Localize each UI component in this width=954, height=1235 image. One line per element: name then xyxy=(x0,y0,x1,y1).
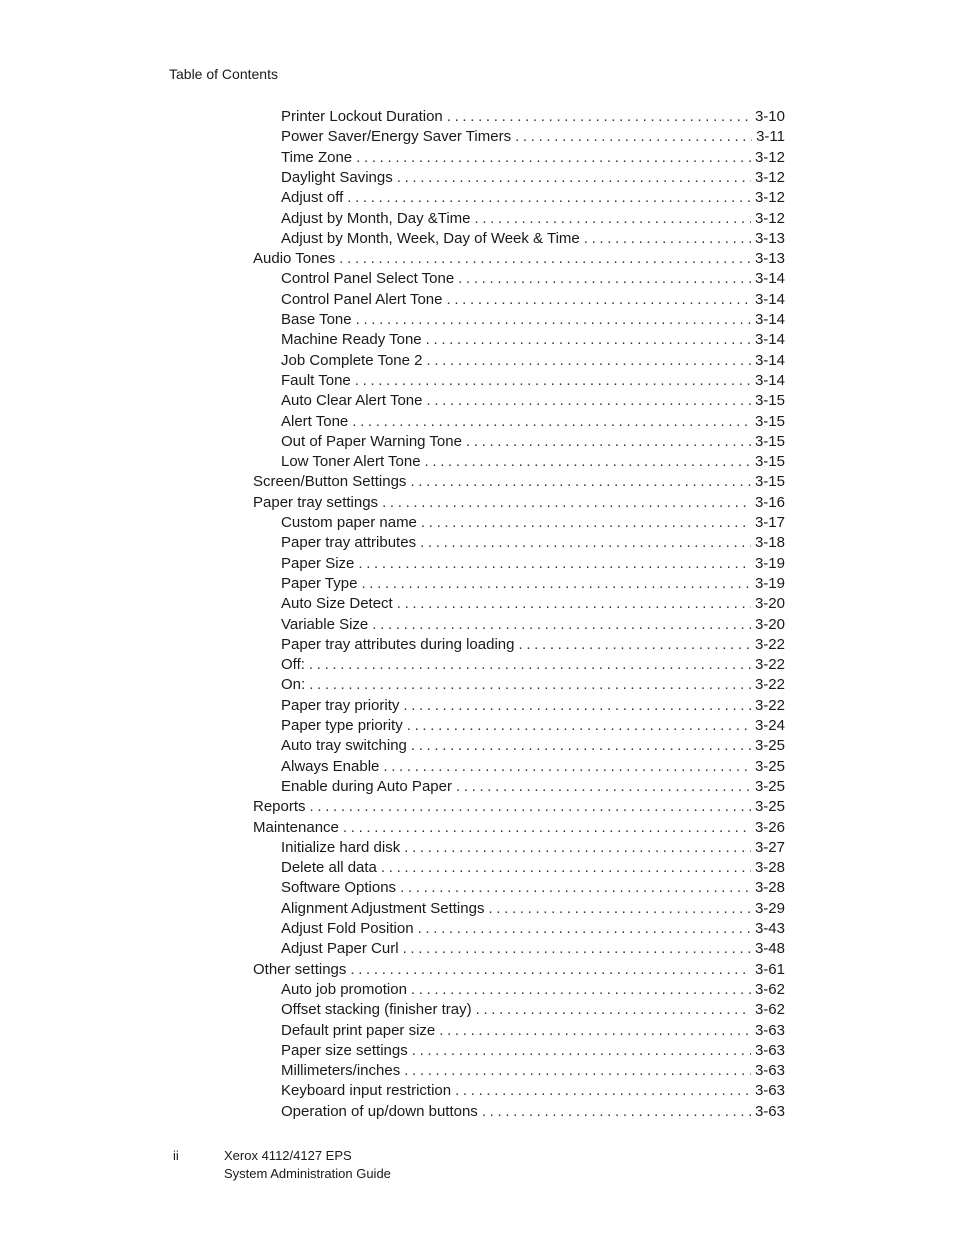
toc-entry[interactable] xyxy=(281,229,785,249)
toc-dot-leader xyxy=(421,513,751,533)
toc-entry-page: 3-19 xyxy=(754,574,785,592)
footer-page-number: ii xyxy=(173,1148,179,1163)
toc-entry-label: Offset stacking (finisher tray) xyxy=(281,1001,472,1019)
toc-dot-leader xyxy=(458,269,751,289)
toc-dot-leader xyxy=(447,290,751,310)
toc-entry[interactable] xyxy=(281,757,785,777)
toc-entry[interactable] xyxy=(281,878,785,898)
toc-entry-label: Low Toner Alert Tone xyxy=(281,453,421,471)
toc-entry[interactable] xyxy=(281,290,785,310)
toc-entry-page: 3-15 xyxy=(754,392,785,410)
toc-dot-leader xyxy=(410,472,751,492)
toc-entry[interactable] xyxy=(281,1061,785,1081)
toc-dot-leader xyxy=(407,716,751,736)
toc-entry-label: Operation of up/down buttons xyxy=(281,1102,478,1120)
toc-dot-leader xyxy=(411,736,751,756)
toc-dot-leader xyxy=(447,107,751,127)
toc-entry-page: 3-28 xyxy=(754,859,785,877)
toc-entry[interactable] xyxy=(281,452,785,472)
toc-entry-page: 3-27 xyxy=(754,838,785,856)
toc-entry[interactable] xyxy=(281,269,785,289)
page-header xyxy=(169,65,278,83)
toc-entry-page: 3-14 xyxy=(754,311,785,328)
toc-dot-leader xyxy=(403,939,751,959)
toc-dot-leader xyxy=(361,574,751,594)
toc-entry-page: 3-63 xyxy=(754,1041,785,1059)
toc-entry-label: Maintenance xyxy=(253,818,339,836)
toc-entry-label: Adjust by Month, Week, Day of Week & Time xyxy=(281,229,580,247)
toc-dot-leader xyxy=(482,1102,751,1122)
toc-entry-page: 3-14 xyxy=(754,351,785,369)
toc-entry-label: Adjust Paper Curl xyxy=(281,940,399,958)
toc-dot-leader xyxy=(350,960,751,980)
toc-entry-label: Custom paper name xyxy=(281,514,417,531)
toc-entry-label: Keyboard input restriction xyxy=(281,1082,452,1100)
toc-entry-page: 3-15 xyxy=(754,453,785,471)
toc-dot-leader xyxy=(343,818,751,838)
toc-entry-label: Paper tray attributes during loading xyxy=(281,635,515,653)
footer-guide-title: System Administration Guide xyxy=(224,1166,391,1181)
toc-entry[interactable] xyxy=(281,736,785,756)
toc-entry-page: 3-63 xyxy=(754,1102,785,1120)
toc-entry-page: 3-18 xyxy=(754,534,785,552)
toc-entry-label: Machine Ready Tone xyxy=(281,331,422,349)
toc-entry-page: 3-13 xyxy=(754,250,785,268)
toc-dot-leader xyxy=(584,229,751,249)
toc-entry-label: Screen/Button Settings xyxy=(253,473,407,491)
toc-dot-leader xyxy=(309,655,751,675)
toc-dot-leader xyxy=(456,777,751,797)
toc-entry-page: 3-22 xyxy=(754,635,785,653)
toc-entry[interactable] xyxy=(253,960,785,980)
toc-entry-label: Variable Size xyxy=(281,615,369,633)
toc-entry-page: 3-22 xyxy=(754,696,785,714)
toc-entry[interactable] xyxy=(281,371,785,391)
toc-entry-page: 3-26 xyxy=(754,818,785,836)
toc-entry-label: Paper size settings xyxy=(281,1041,408,1059)
toc-entry-label: Always Enable xyxy=(281,757,380,775)
toc-entry[interactable] xyxy=(281,168,785,188)
toc-dot-leader xyxy=(426,391,750,411)
toc-entry[interactable] xyxy=(281,148,785,168)
toc-dot-leader xyxy=(404,838,751,858)
toc-entry[interactable] xyxy=(281,980,785,1000)
toc-entry-page: 3-19 xyxy=(754,554,785,572)
toc-entry-label: Paper tray settings xyxy=(253,493,379,511)
toc-dot-leader xyxy=(426,330,751,350)
toc-dot-leader xyxy=(381,858,751,878)
toc-entry[interactable] xyxy=(281,554,785,574)
toc-entry[interactable] xyxy=(281,777,785,797)
toc-entry[interactable] xyxy=(281,696,785,716)
toc-entry[interactable] xyxy=(281,513,785,533)
toc-entry[interactable] xyxy=(281,675,785,695)
toc-entry-label: Base Tone xyxy=(281,311,352,328)
toc-entry-page: 3-63 xyxy=(754,1062,785,1080)
toc-entry-page: 3-14 xyxy=(754,371,785,389)
toc-dot-leader xyxy=(475,209,751,229)
toc-entry[interactable] xyxy=(281,1102,785,1122)
toc-entry-page: 3-61 xyxy=(754,960,785,978)
toc-entry-label: Power Saver/Energy Saver Timers xyxy=(281,128,512,146)
toc-entry-label: Daylight Savings xyxy=(281,168,393,186)
toc-entry[interactable] xyxy=(281,209,785,229)
toc-entry-page: 3-14 xyxy=(754,331,785,349)
toc-dot-leader xyxy=(515,127,752,147)
toc-dot-leader xyxy=(404,1061,751,1081)
toc-entry-label: Job Complete Tone 2 xyxy=(281,351,423,369)
toc-dot-leader xyxy=(488,899,751,919)
toc-entry[interactable] xyxy=(281,574,785,594)
toc-entry[interactable] xyxy=(253,818,785,838)
toc-entry-page: 3-12 xyxy=(754,168,785,186)
toc-entry-page: 3-25 xyxy=(754,798,785,816)
toc-entry-page: 3-16 xyxy=(754,493,785,511)
toc-entry-label: Alert Tone xyxy=(281,412,349,430)
toc-entry-label: Adjust off xyxy=(281,189,344,207)
toc-dot-leader xyxy=(466,432,751,452)
toc-entry-label: Delete all data xyxy=(281,859,377,877)
toc-entry-page: 3-25 xyxy=(754,757,785,775)
toc-entry-label: Audio Tones xyxy=(253,250,336,268)
toc-entry-label: Paper tray attributes xyxy=(281,534,417,552)
toc-entry-label: Software Options xyxy=(281,879,397,897)
toc-entry[interactable] xyxy=(281,1041,785,1061)
toc-dot-leader xyxy=(518,635,750,655)
toc-entry-page: 3-29 xyxy=(754,899,785,917)
toc-entry-label: Auto Clear Alert Tone xyxy=(281,392,423,410)
toc-dot-leader xyxy=(411,980,751,1000)
toc-entry-page: 3-15 xyxy=(754,412,785,430)
toc-dot-leader xyxy=(420,533,751,553)
toc-entry[interactable] xyxy=(281,858,785,878)
toc-entry-label: Paper Size xyxy=(281,554,355,572)
toc-entry-label: Auto Size Detect xyxy=(281,595,393,613)
toc-entry-page: 3-22 xyxy=(754,656,785,674)
toc-dot-leader xyxy=(382,493,751,513)
toc-entry[interactable] xyxy=(281,533,785,553)
toc-entry-label: Paper tray priority xyxy=(281,696,400,714)
toc-entry-label: Other settings xyxy=(253,960,347,978)
toc-entry-page: 3-15 xyxy=(754,432,785,450)
toc-entry[interactable] xyxy=(281,635,785,655)
toc-dot-leader xyxy=(476,1000,751,1020)
toc-dot-leader xyxy=(356,310,751,330)
toc-entry-label: Alignment Adjustment Settings xyxy=(281,899,485,917)
toc-dot-leader xyxy=(455,1081,751,1101)
toc-entry[interactable] xyxy=(281,899,785,919)
toc-entry[interactable] xyxy=(281,594,785,614)
toc-dot-leader xyxy=(383,757,751,777)
toc-entry[interactable] xyxy=(281,1081,785,1101)
toc-entry[interactable] xyxy=(281,838,785,858)
toc-entry-page: 3-25 xyxy=(754,737,785,755)
toc-entry[interactable] xyxy=(281,655,785,675)
toc-entry[interactable] xyxy=(253,472,785,492)
toc-dot-leader xyxy=(309,675,751,695)
footer-product-name: Xerox 4112/4127 EPS xyxy=(224,1148,352,1163)
toc-dot-leader xyxy=(347,188,751,208)
toc-entry-label: Off: xyxy=(281,656,305,674)
footer-document-info xyxy=(224,1147,391,1183)
toc-entry[interactable] xyxy=(281,351,785,371)
toc-entry-label: Printer Lockout Duration xyxy=(281,108,443,125)
toc-dot-leader xyxy=(356,148,751,168)
toc-entry-page: 3-12 xyxy=(754,148,785,166)
toc-entry[interactable] xyxy=(281,1000,785,1020)
toc-entry-page: 3-48 xyxy=(754,940,785,958)
toc-dot-leader xyxy=(352,412,751,432)
toc-dot-leader xyxy=(397,168,751,188)
toc-entry-page: 3-20 xyxy=(754,615,785,633)
toc-entry-label: Paper type priority xyxy=(281,717,403,734)
toc-dot-leader xyxy=(439,1021,751,1041)
toc-entry-page: 3-14 xyxy=(754,270,785,288)
toc-entry[interactable] xyxy=(281,432,785,452)
toc-entry-page: 3-22 xyxy=(754,676,785,694)
toc-entry[interactable] xyxy=(281,615,785,635)
toc-entry-page: 3-17 xyxy=(754,514,785,531)
toc-entry-page: 3-25 xyxy=(754,777,785,795)
toc-dot-leader xyxy=(355,371,751,391)
toc-entry-page: 3-13 xyxy=(754,229,785,247)
toc-entry-page: 3-28 xyxy=(754,879,785,897)
toc-entry-page: 3-62 xyxy=(754,980,785,998)
toc-entry-page: 3-24 xyxy=(754,717,785,734)
toc-entry-label: Fault Tone xyxy=(281,371,351,389)
toc-entry[interactable] xyxy=(281,107,785,127)
toc-dot-leader xyxy=(418,919,751,939)
toc-entry[interactable] xyxy=(253,249,785,269)
toc-entry-label: Paper Type xyxy=(281,574,358,592)
toc-dot-leader xyxy=(310,797,751,817)
toc-entry-label: Millimeters/inches xyxy=(281,1062,401,1080)
toc-entry-label: Auto tray switching xyxy=(281,737,407,755)
toc-entry[interactable] xyxy=(281,330,785,350)
toc-entry-page: 3-62 xyxy=(754,1001,785,1019)
toc-entry[interactable] xyxy=(281,412,785,432)
toc-dot-leader xyxy=(339,249,751,269)
toc-entry-page: 3-10 xyxy=(754,108,785,125)
toc-entry[interactable] xyxy=(281,1021,785,1041)
section-title: Table of Contents xyxy=(169,66,278,82)
toc-dot-leader xyxy=(403,696,751,716)
toc-dot-leader xyxy=(412,1041,751,1061)
toc-entry[interactable] xyxy=(281,716,785,736)
toc-entry[interactable] xyxy=(281,939,785,959)
toc-entry-label: Control Panel Select Tone xyxy=(281,270,455,288)
toc-entry-page: 3-11 xyxy=(756,128,785,146)
toc-entry[interactable] xyxy=(281,127,785,147)
toc-entry-page: 3-20 xyxy=(754,595,785,613)
toc-entry-label: Initialize hard disk xyxy=(281,838,401,856)
toc-entry-page: 3-12 xyxy=(754,209,785,227)
toc-entry-label: Out of Paper Warning Tone xyxy=(281,432,462,450)
toc-entry[interactable] xyxy=(281,310,785,330)
toc-dot-leader xyxy=(397,594,751,614)
toc-entry[interactable] xyxy=(281,391,785,411)
toc-dot-leader xyxy=(425,452,751,472)
toc-entry-page: 3-12 xyxy=(754,189,785,207)
toc-entry-page: 3-15 xyxy=(754,473,785,491)
toc-entry[interactable] xyxy=(253,797,785,817)
toc-entry-label: On: xyxy=(281,676,306,694)
toc-entry-page: 3-14 xyxy=(754,290,785,308)
toc-entry-label: Adjust by Month, Day &Time xyxy=(281,209,471,227)
toc-entry[interactable] xyxy=(281,188,785,208)
toc-dot-leader xyxy=(400,878,751,898)
toc-entry[interactable] xyxy=(281,919,785,939)
toc-entry-label: Default print paper size xyxy=(281,1021,436,1039)
toc-entry-page: 3-43 xyxy=(754,920,785,937)
toc-entry-label: Reports xyxy=(253,798,306,816)
toc-entry-label: Time Zone xyxy=(281,148,353,166)
toc-entry-page: 3-63 xyxy=(754,1082,785,1100)
toc-entry-label: Adjust Fold Position xyxy=(281,920,414,937)
toc-entry-page: 3-63 xyxy=(754,1021,785,1039)
toc-dot-leader xyxy=(426,351,750,371)
toc-entry-label: Control Panel Alert Tone xyxy=(281,290,443,308)
toc-entry[interactable] xyxy=(253,493,785,513)
toc-entry-label: Auto job promotion xyxy=(281,980,407,998)
toc-dot-leader xyxy=(372,615,751,635)
toc-dot-leader xyxy=(358,554,751,574)
toc-entry-label: Enable during Auto Paper xyxy=(281,777,452,795)
